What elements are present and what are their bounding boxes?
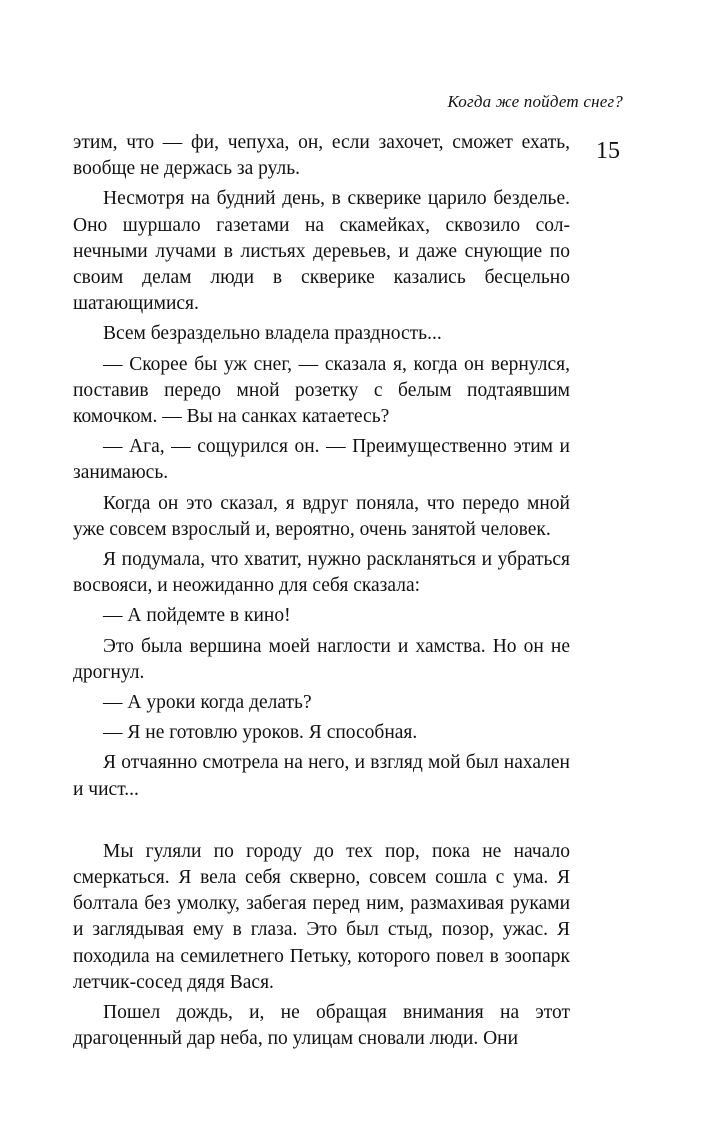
paragraph: — А пойдемте в кино! (103, 605, 291, 627)
running-title: Когда же пойдет снег? (447, 92, 623, 111)
section-break (73, 807, 570, 839)
paragraph: Когда он это сказал, я вдруг поняла, что передо мной уже совсем взрослый и, вероятно, очень занятой человек. (73, 492, 570, 540)
body-text (73, 130, 570, 1057)
paragraph: Я отчаянно смотрела на него, и взгляд мой был нахален и чист... (73, 752, 570, 800)
paragraph: Всем безраздельно владела праздность... (103, 323, 442, 345)
page-number: 15 (596, 138, 620, 164)
paragraph: Несмотря на будний день, в скверике царило безделье. Оно шуршало газетами на скамейках, сквозило солнечными лучами в листьях деревьев, и даже снующие по своим делам люди в скверике казались бесцельно шатающимися. (73, 188, 570, 315)
paragraph: этим, что — фи, чепуха, он, если захочет, сможет ехать, вообще не держась за руль. (73, 132, 570, 180)
paragraph: — Я не готовлю уроков. Я способная. (103, 722, 418, 744)
paragraph: — Ага, — сощурился он. — Преимущественно этим и занимаюсь. (73, 436, 570, 484)
paragraph: — Скорее бы уж снег, — сказала я, когда он вернулся, поставив передо мной розетку с белым подтаявшим комочком. — Вы на санках катаетесь? (73, 353, 570, 428)
paragraph: — А уроки когда делать? (103, 692, 312, 714)
paragraph: Пошел дождь, и, не обращая внимания на этот драгоценный дар неба, по улицам сновали люди. Они (73, 1002, 570, 1050)
paragraph: Я подумала, что хватит, нужно раскланяться и убраться восвояси, и неожиданно для себя сказала: (73, 549, 570, 597)
paragraph: Это была вершина моей наглости и хамства. Но он не дрогнул. (73, 635, 570, 683)
paragraph: Мы гуляли по городу до тех пор, пока не начало смеркаться. Я вела себя скверно, совсем сошла с ума. Я болтала без умолку, забегая перед ним, размахивая руками и заглядывая ему в глаза. Это был стыд, позор, ужас. Я походила на семилетнего Петьку, которого повел в зоопарк летчик-сосед дядя Вася. (73, 840, 570, 993)
